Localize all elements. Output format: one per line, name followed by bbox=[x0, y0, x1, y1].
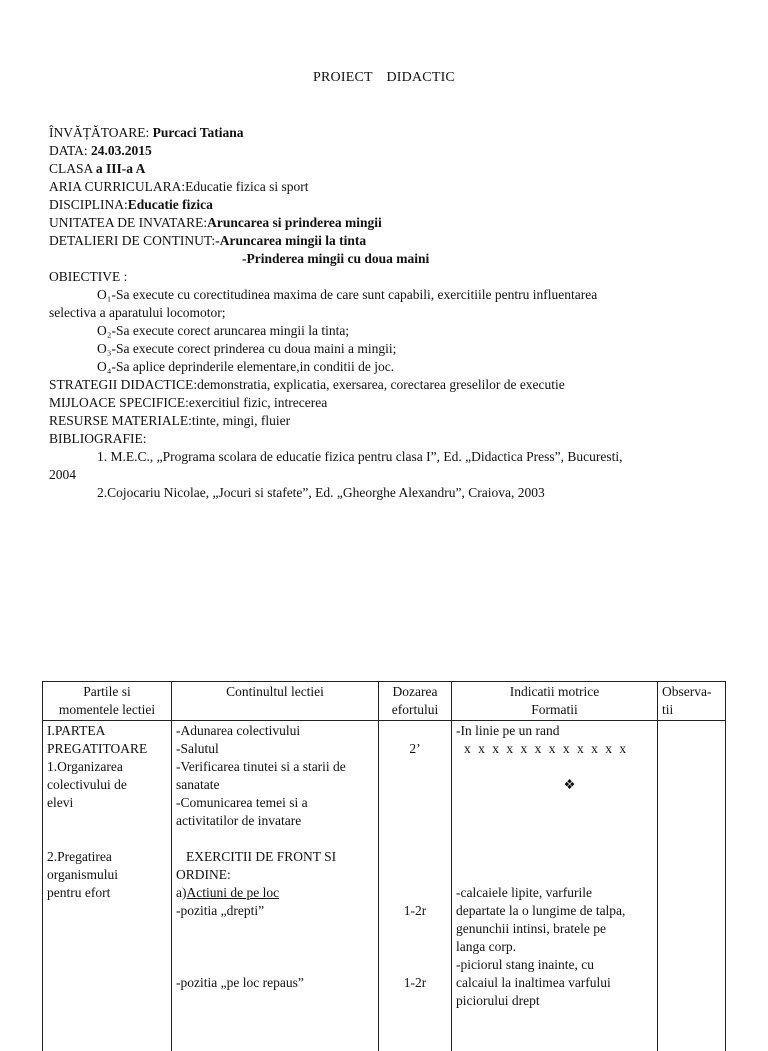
disciplina-value: Educatie fizica bbox=[127, 197, 213, 212]
title-word-1: PROIECT bbox=[313, 70, 373, 85]
formation-row: x x x x x x x x x x x x bbox=[464, 741, 629, 756]
table-row bbox=[43, 721, 726, 1051]
cell-parts bbox=[43, 721, 172, 1051]
cell-text: 2’ bbox=[409, 741, 421, 756]
title-word-2: DIDACTIC bbox=[386, 70, 455, 85]
strategii-line bbox=[49, 376, 729, 394]
cell-text: calcaiul la inaltimea varfului bbox=[456, 975, 611, 990]
header-cell-dosage bbox=[379, 682, 452, 721]
header-cell-content bbox=[172, 682, 379, 721]
cell-text: -Salutul bbox=[176, 741, 219, 756]
clasa-label: CLASA bbox=[49, 161, 93, 176]
header-text: momentele lectiei bbox=[58, 702, 156, 717]
cell-content bbox=[172, 721, 379, 1051]
cell-text: ORDINE: bbox=[176, 867, 231, 882]
cell-text: -Verificarea tinutei si a starii de bbox=[176, 759, 346, 774]
aria-line bbox=[49, 178, 729, 196]
data-line bbox=[49, 142, 729, 160]
cell-dosage bbox=[379, 721, 452, 1051]
underlined-text: Actiuni de pe loc bbox=[186, 885, 280, 900]
mijloace-value: exercitiul fizic, intrecerea bbox=[188, 395, 328, 410]
strategii-value: demonstratia, explicatia, exersarea, corectarea greselilor de executie bbox=[197, 377, 565, 392]
header-cell-indications bbox=[452, 682, 658, 721]
invatatoare-label: ÎNVĂȚĂTOARE: bbox=[49, 125, 150, 140]
detalieri-line bbox=[49, 232, 729, 250]
bibliografie-label: BIBLIOGRAFIE: bbox=[49, 431, 147, 446]
cell-text: -Comunicarea temei si a bbox=[176, 795, 308, 810]
cell-text: -calcaiele lipite, varfurile bbox=[456, 885, 593, 900]
unitatea-label: UNITATEA DE INVATARE: bbox=[49, 215, 208, 230]
data-value: 24.03.2015 bbox=[91, 143, 152, 158]
detalieri-value-2: -Prinderea mingii cu doua maini bbox=[242, 251, 430, 266]
bibliography-item-1: 1. M.E.C., „Programa scolara de educatie fizica pentru clasa I”, Ed. „Didactica Press”, Bucuresti, bbox=[97, 449, 623, 464]
detalieri-value-1: -Aruncarea mingii la tinta bbox=[215, 233, 367, 248]
cell-text: 1.Organizarea bbox=[47, 759, 123, 774]
cell-text: -In linie pe un rand bbox=[456, 723, 560, 738]
header-text: Indicatii motrice bbox=[509, 684, 600, 699]
obiective-label: OBIECTIVE : bbox=[49, 269, 128, 284]
invatatoare-value: Purcaci Tatiana bbox=[152, 125, 244, 140]
cell-text: I.PARTEA bbox=[47, 723, 106, 738]
cell-text: EXERCITII DE FRONT SI bbox=[186, 849, 337, 864]
bibliography-item-1-cont: 2004 bbox=[49, 467, 76, 482]
cell-text: genunchii intinsi, bratele pe bbox=[456, 921, 606, 936]
cell-text: activitatilor de invatare bbox=[176, 813, 302, 828]
cell-text: langa corp. bbox=[456, 939, 516, 954]
aria-label: ARIA CURRICULARA: bbox=[49, 179, 186, 194]
cell-text: PREGATITOARE bbox=[47, 741, 148, 756]
resurse-line bbox=[49, 412, 729, 430]
cell-text: 1-2r bbox=[403, 903, 427, 918]
mijloace-label: MIJLOACE SPECIFICE: bbox=[49, 395, 189, 410]
detalieri-label: DETALIERI DE CONTINUT: bbox=[49, 233, 216, 248]
cell-text: -piciorul stang inainte, cu bbox=[456, 957, 594, 972]
mijloace-line bbox=[49, 394, 729, 412]
cell-text: 1-2r bbox=[403, 975, 427, 990]
detalieri-line-2 bbox=[49, 250, 729, 268]
objective-1-cont: selectiva a aparatului locomotor; bbox=[49, 305, 226, 320]
cell-text: -pozitia „drepti” bbox=[176, 903, 265, 918]
unitatea-line bbox=[49, 214, 729, 232]
cell-text: colectivului de bbox=[47, 777, 127, 792]
data-label: DATA: bbox=[49, 143, 88, 158]
objective-2: O₂-Sa execute corect aruncarea mingii la tinta; bbox=[97, 323, 350, 338]
header-text: Continultul lectiei bbox=[226, 684, 324, 699]
resurse-label: RESURSE MATERIALE: bbox=[49, 413, 192, 428]
objective-3: O₃-Sa execute corect prinderea cu doua maini a mingii; bbox=[97, 341, 397, 356]
lesson-header bbox=[49, 124, 729, 502]
diamond-icon: ❖ bbox=[563, 777, 576, 792]
objective-1: O₁-Sa execute cu corectitudinea maxima de care sunt capabili, exercitiile pentru influentarea bbox=[97, 287, 598, 302]
header-cell-parts bbox=[43, 682, 172, 721]
objective-4: O₄-Sa aplice deprinderile elementare,in conditii de joc. bbox=[97, 359, 395, 374]
header-text: Dozarea bbox=[392, 684, 438, 699]
strategii-label: STRATEGII DIDACTICE: bbox=[49, 377, 198, 392]
cell-text: organismului bbox=[47, 867, 119, 882]
aria-value: Educatie fizica si sport bbox=[185, 179, 309, 194]
document-title bbox=[0, 69, 768, 87]
header-text: efortului bbox=[391, 702, 439, 717]
cell-text: 2.Pregatirea bbox=[47, 849, 112, 864]
cell-text bbox=[176, 884, 374, 902]
cell-observations bbox=[658, 721, 726, 1051]
header-text: Observa- bbox=[662, 684, 712, 699]
cell-text: pentru efort bbox=[47, 885, 111, 900]
unitatea-value: Aruncarea si prinderea mingii bbox=[207, 215, 382, 230]
disciplina-label: DISCIPLINA: bbox=[49, 197, 128, 212]
cell-text: -Adunarea colectivului bbox=[176, 723, 301, 738]
resurse-value: tinte, mingi, fluier bbox=[191, 413, 291, 428]
header-text: tii bbox=[662, 702, 674, 717]
cell-text: elevi bbox=[47, 795, 74, 810]
disciplina-line bbox=[49, 196, 729, 214]
table-header-row bbox=[43, 682, 726, 721]
header-cell-observations bbox=[658, 682, 726, 721]
lesson-table bbox=[42, 681, 726, 1051]
bibliography-item-2: 2.Cojocariu Nicolae, „Jocuri si stafete”, Ed. „Gheorghe Alexandru”, Craiova, 2003 bbox=[97, 485, 545, 500]
clasa-line bbox=[49, 160, 729, 178]
cell-text: sanatate bbox=[176, 777, 220, 792]
cell-text: -pozitia „pe loc repaus” bbox=[176, 975, 304, 990]
clasa-value: a III-a A bbox=[95, 161, 146, 176]
header-text: Formatii bbox=[531, 702, 578, 717]
cell-text: departate la o lungime de talpa, bbox=[456, 903, 626, 918]
cell-text: piciorului drept bbox=[456, 993, 540, 1008]
invatatoare-line bbox=[49, 124, 729, 142]
header-text: Partile si bbox=[83, 684, 131, 699]
cell-text: a) bbox=[176, 885, 187, 900]
cell-indications bbox=[452, 721, 658, 1051]
